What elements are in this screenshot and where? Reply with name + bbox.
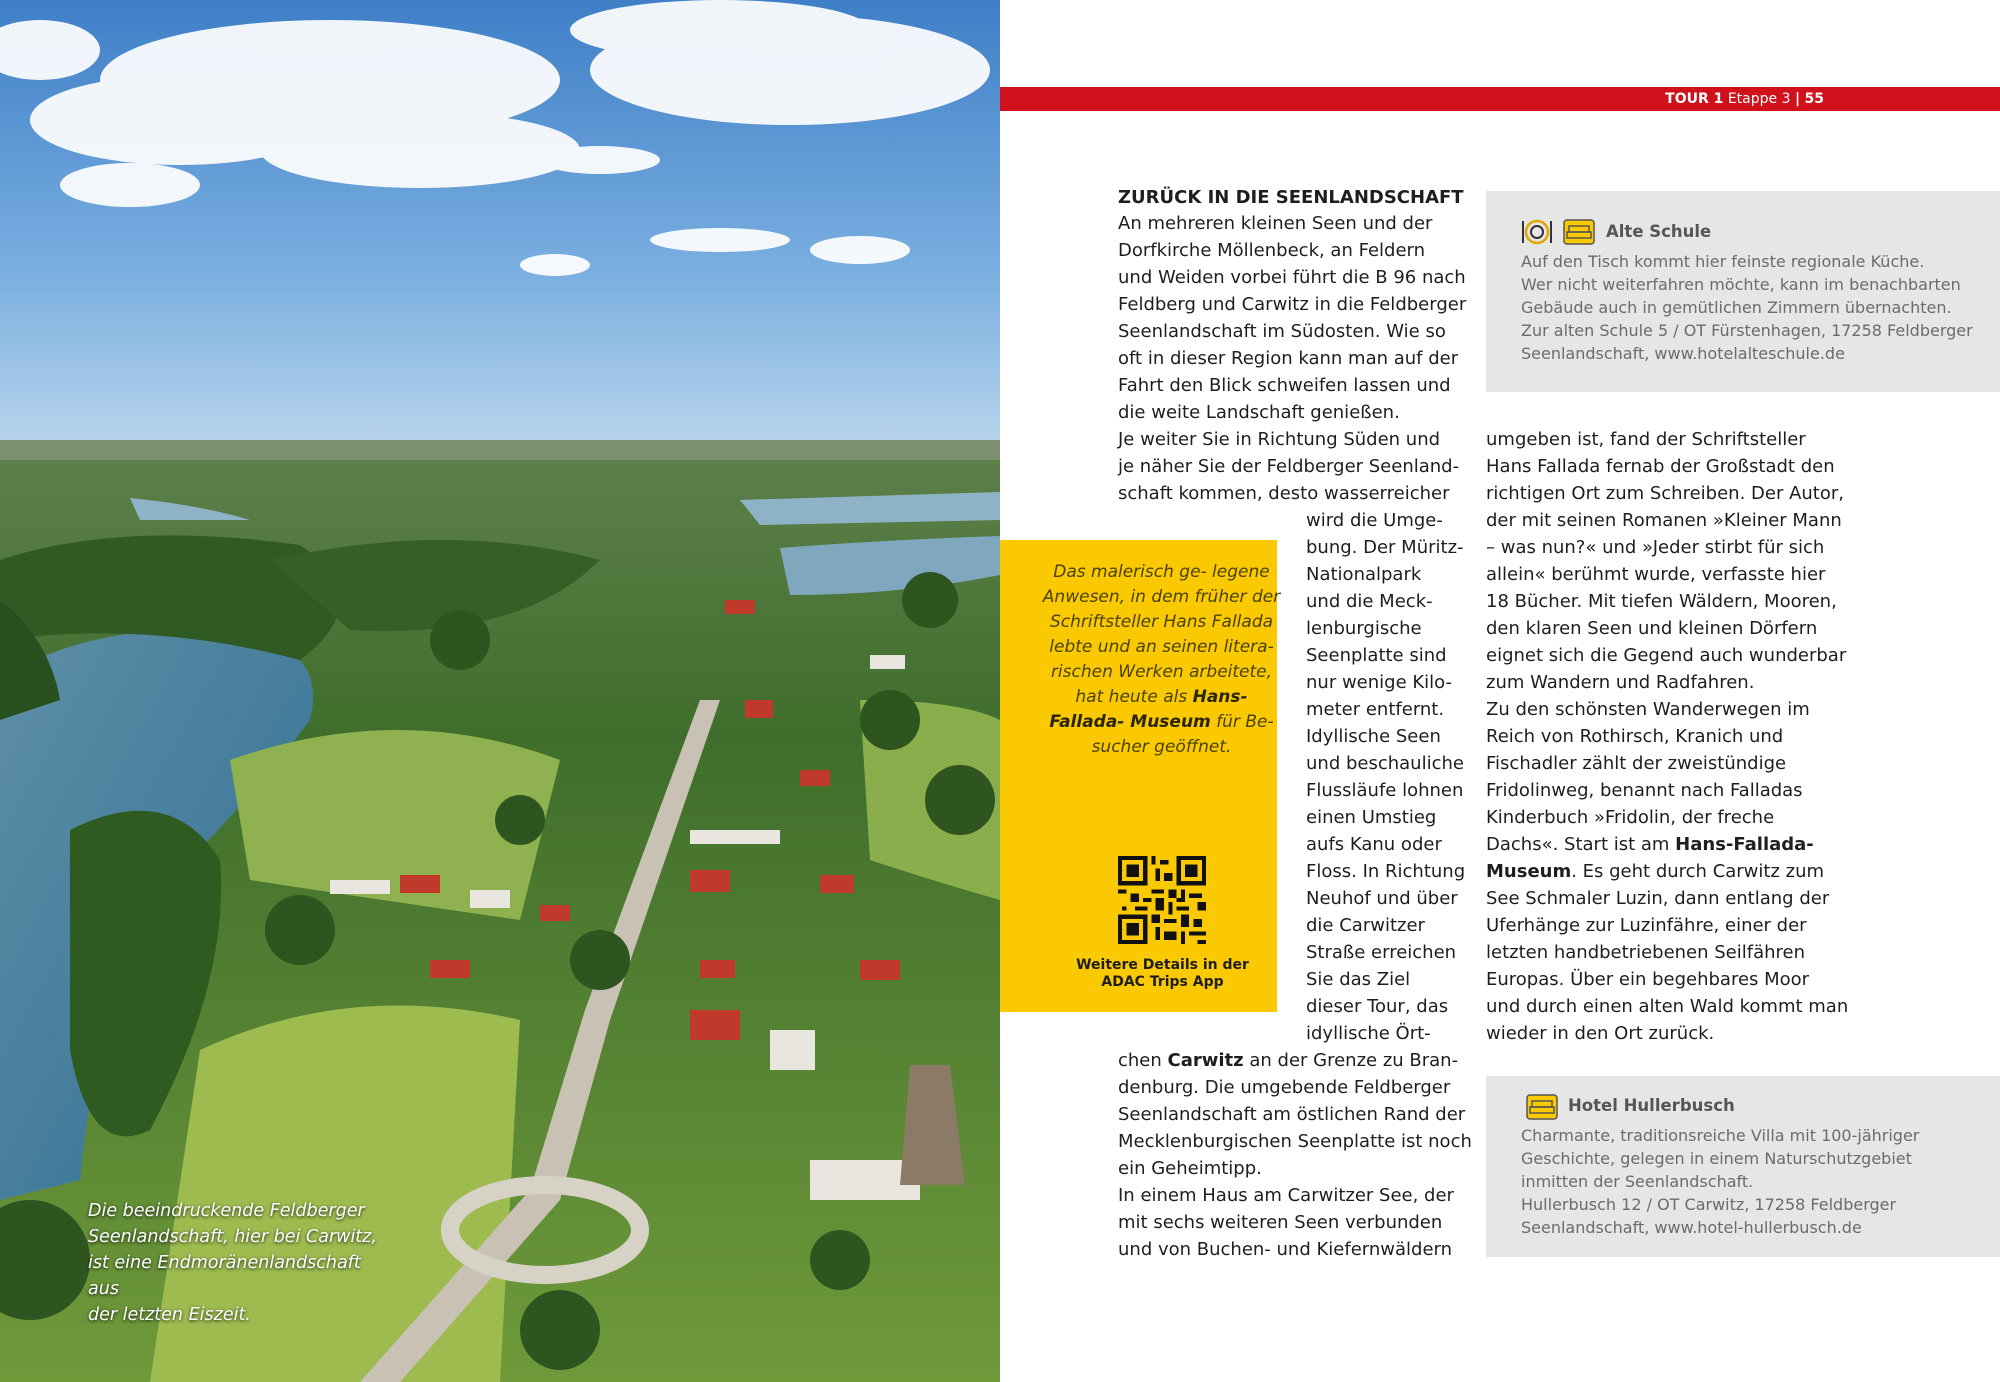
text-line: In einem Haus am Carwitzer See, der bbox=[1118, 1185, 1454, 1206]
text-line: Seenlandschaft im Südosten. Wie so bbox=[1118, 321, 1446, 342]
text-line: aufs Kanu oder bbox=[1306, 834, 1442, 855]
text-line: eignet sich die Gegend auch wunderbar bbox=[1486, 645, 1847, 666]
text-line: Zu den schönsten Wanderwegen im bbox=[1486, 699, 1810, 720]
text-line: Floss. In Richtung bbox=[1306, 861, 1466, 882]
text-line: 18 Bücher. Mit tiefen Wäldern, Mooren, bbox=[1486, 591, 1837, 612]
qr-label bbox=[1070, 957, 1255, 991]
caption-line: der letzten Eiszeit. bbox=[88, 1305, 251, 1325]
text-line: Nationalpark bbox=[1306, 564, 1422, 585]
text-line: wieder in den Ort zurück. bbox=[1486, 1023, 1715, 1044]
text-line: die Carwitzer bbox=[1306, 915, 1425, 936]
text-line: und beschauliche bbox=[1306, 753, 1464, 774]
text-line: allein« berühmt wurde, verfasste hier bbox=[1486, 564, 1826, 585]
text-fragment: . Es geht durch Carwitz zum bbox=[1571, 861, 1825, 882]
qr-code[interactable] bbox=[1118, 856, 1206, 944]
museum-name: Hans-Fallada- Museum bbox=[1049, 687, 1248, 732]
museum-name: Hans-Fallada- bbox=[1675, 834, 1814, 855]
info-line: Geschichte, gelegen in einem Naturschutzgebiet bbox=[1521, 1149, 1912, 1168]
text-line: die weite Landschaft genießen. bbox=[1118, 402, 1400, 423]
text-line: den klaren Seen und kleinen Dörfern bbox=[1486, 618, 1818, 639]
text-line: Fahrt den Blick schweifen lassen und bbox=[1118, 375, 1451, 396]
text-fragment: chen bbox=[1118, 1050, 1168, 1071]
info-line: Hullerbusch 12 / OT Carwitz, 17258 Feldberger bbox=[1521, 1195, 1897, 1214]
info-line: Charmante, traditionsreiche Villa mit 100-jähriger bbox=[1521, 1126, 1920, 1145]
text-line: denburg. Die umgebende Feldberger bbox=[1118, 1077, 1451, 1098]
text-line: Uferhänge zur Luzinfähre, einer der bbox=[1486, 915, 1807, 936]
text-line: Je weiter Sie in Richtung Süden und bbox=[1118, 429, 1441, 450]
text-line bbox=[1486, 858, 1824, 885]
caption-line: ist eine Endmoränenlandschaft aus bbox=[88, 1253, 361, 1299]
text-line: Fridolinweg, benannt nach Falladas bbox=[1486, 780, 1803, 801]
info-line: Seenlandschaft, www.hotel-hullerbusch.de bbox=[1521, 1218, 1862, 1237]
info-line: Zur alten Schule 5 / OT Fürstenhagen, 17258 Feldberger bbox=[1521, 321, 1973, 340]
text-line: Hans Fallada fernab der Großstadt den bbox=[1486, 456, 1835, 477]
place-name-carwitz: Carwitz bbox=[1167, 1050, 1244, 1071]
text-line: idyllische Ört- bbox=[1306, 1023, 1431, 1044]
text-line: Sie das Ziel bbox=[1306, 969, 1411, 990]
quote-text: für Be- sucher geöffnet. bbox=[1091, 712, 1274, 757]
photo-caption bbox=[88, 1198, 388, 1328]
caption-line: Die beeindruckende Feldberger bbox=[88, 1201, 365, 1221]
hotel-bed-icon bbox=[1526, 1093, 1558, 1121]
text-line: Dorfkirche Möllenbeck, an Feldern bbox=[1118, 240, 1426, 261]
info-line: Auf den Tisch kommt hier feinste regionale Küche. bbox=[1521, 252, 1925, 271]
caption-line: Seenlandschaft, hier bei Carwitz, bbox=[88, 1227, 377, 1247]
article-heading: ZURÜCK IN DIE SEENLANDSCHAFT bbox=[1118, 187, 1464, 208]
tour-label: TOUR 1 bbox=[1665, 91, 1724, 107]
text-line: bung. Der Müritz- bbox=[1306, 537, 1464, 558]
text-line: und von Buchen- und Kiefernwäldern bbox=[1118, 1239, 1453, 1260]
page-number: 55 bbox=[1804, 91, 1824, 107]
text-line: richtigen Ort zum Schreiben. Der Autor, bbox=[1486, 483, 1844, 504]
running-head-bar bbox=[1000, 87, 2000, 111]
text-line: schaft kommen, desto wasserreicher bbox=[1118, 483, 1450, 504]
text-line: Feldberg und Carwitz in die Feldberger bbox=[1118, 294, 1467, 315]
text-line: Fischadler zählt der zweistündige bbox=[1486, 753, 1787, 774]
museum-name: Museum bbox=[1486, 861, 1572, 882]
hotel-bed-icon bbox=[1563, 218, 1595, 246]
text-line: mit sechs weiteren Seen verbunden bbox=[1118, 1212, 1443, 1233]
separator: | bbox=[1794, 91, 1801, 107]
info-body bbox=[1521, 250, 1973, 365]
info-line: Seenlandschaft, www.hotelalteschule.de bbox=[1521, 344, 1845, 363]
text-line: der mit seinen Romanen »Kleiner Mann bbox=[1486, 510, 1842, 531]
restaurant-icon bbox=[1520, 218, 1554, 246]
text-line: letzten handbetriebenen Seilfähren bbox=[1486, 942, 1806, 963]
text-line: Straße erreichen bbox=[1306, 942, 1457, 963]
text-line: Europas. Über ein begehbares Moor bbox=[1486, 969, 1810, 990]
text-line: lenburgische bbox=[1306, 618, 1422, 639]
text-line bbox=[1486, 831, 1814, 858]
text-line: einen Umstieg bbox=[1306, 807, 1437, 828]
text-fragment: Dachs«. Start ist am bbox=[1486, 834, 1676, 855]
text-line: zum Wandern und Radfahren. bbox=[1486, 672, 1755, 693]
qr-label-line: ADAC Trips App bbox=[1101, 974, 1224, 990]
text-line: umgeben ist, fand der Schriftsteller bbox=[1486, 429, 1806, 450]
info-line: Wer nicht weiterfahren möchte, kann im benachbarten bbox=[1521, 275, 1961, 294]
text-line: dieser Tour, das bbox=[1306, 996, 1449, 1017]
text-line: Mecklenburgischen Seenplatte ist noch bbox=[1118, 1131, 1472, 1152]
info-title: Hotel Hullerbusch bbox=[1568, 1096, 1735, 1115]
text-line: und durch einen alten Wald kommt man bbox=[1486, 996, 1849, 1017]
text-line: wird die Umge- bbox=[1306, 510, 1443, 531]
running-head bbox=[1665, 90, 1824, 108]
info-body bbox=[1521, 1124, 1919, 1239]
quote-text: Das malerisch ge- legene Anwesen, in dem früher der Schriftsteller Hans Fallada lebte und an seinen litera- rischen Werken arbeitete, hat heute als bbox=[1042, 562, 1281, 707]
text-line: nur wenige Kilo- bbox=[1306, 672, 1453, 693]
qr-label-line: Weitere Details in der bbox=[1076, 957, 1249, 973]
text-line: meter entfernt. bbox=[1306, 699, 1445, 720]
text-line: je näher Sie der Feldberger Seenland- bbox=[1118, 456, 1460, 477]
text-line: Reich von Rothirsch, Kranich und bbox=[1486, 726, 1784, 747]
stage-label: Etappe 3 bbox=[1727, 91, 1791, 107]
text-line: Neuhof und über bbox=[1306, 888, 1458, 909]
highlight-quote bbox=[1040, 560, 1283, 760]
text-line: und Weiden vorbei führt die B 96 nach bbox=[1118, 267, 1466, 288]
text-line: Idyllische Seen bbox=[1306, 726, 1441, 747]
info-line: inmitten der Seenlandschaft. bbox=[1521, 1172, 1754, 1191]
text-fragment: an der Grenze zu Bran- bbox=[1243, 1050, 1459, 1071]
text-line: Kinderbuch »Fridolin, der freche bbox=[1486, 807, 1775, 828]
text-line: ein Geheimtipp. bbox=[1118, 1158, 1262, 1179]
info-title: Alte Schule bbox=[1606, 222, 1712, 241]
text-line: Seenplatte sind bbox=[1306, 645, 1447, 666]
text-line: An mehreren kleinen Seen und der bbox=[1118, 213, 1433, 234]
text-line: – was nun?« und »Jeder stirbt für sich bbox=[1486, 537, 1825, 558]
text-line: Seenlandschaft am östlichen Rand der bbox=[1118, 1104, 1466, 1125]
text-line: oft in dieser Region kann man auf der bbox=[1118, 348, 1459, 369]
text-line: und die Meck- bbox=[1306, 591, 1433, 612]
info-line: Gebäude auch in gemütlichen Zimmern übernachten. bbox=[1521, 298, 1952, 317]
text-line bbox=[1118, 1047, 1458, 1074]
text-line: Flussläufe lohnen bbox=[1306, 780, 1464, 801]
text-line: See Schmaler Luzin, dann entlang der bbox=[1486, 888, 1830, 909]
